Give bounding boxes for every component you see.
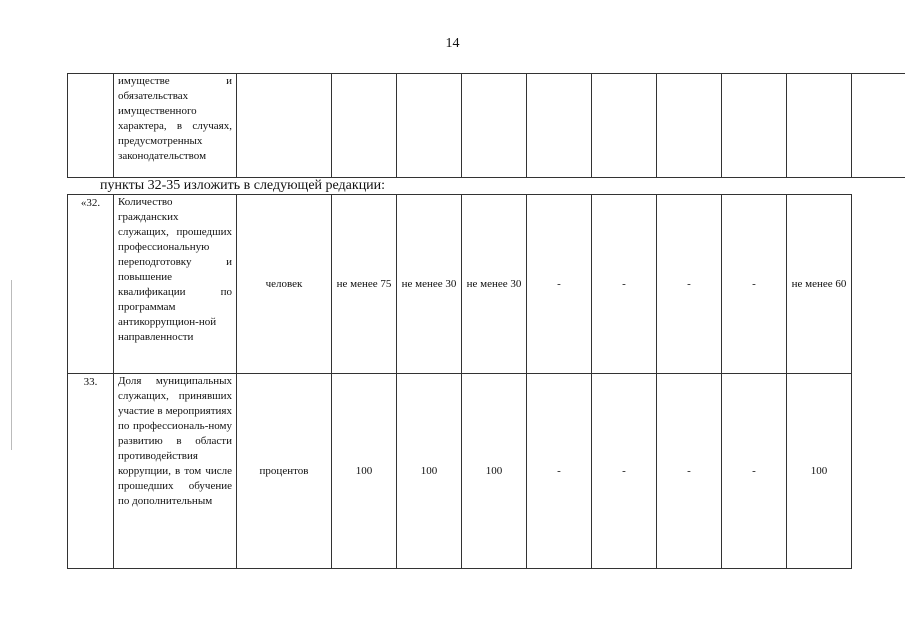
cell-value: 100 [332, 374, 397, 569]
cell-value: не менее 60 [787, 195, 852, 374]
cell-num: «32. [68, 195, 114, 374]
cell-unit: человек [237, 195, 332, 374]
cell-value [397, 74, 462, 178]
cell-unit [237, 74, 332, 178]
cell-value: - [657, 195, 722, 374]
cell-value: - [722, 374, 787, 569]
scan-margin-line [11, 280, 12, 450]
cell-value: не менее 30 [462, 195, 527, 374]
cell-value [332, 74, 397, 178]
cell-value [592, 74, 657, 178]
cell-desc: Доля муниципальных служащих, принявших участие в мероприятиях по профессиональ-ному развитию в области противодействия коррупции, в том числе прошедших обучение по дополнительным [114, 374, 237, 569]
cell-value: не менее 30 [397, 195, 462, 374]
table-row [68, 374, 905, 569]
cell-value: - [527, 374, 592, 569]
cell-desc: Количество гражданских служащих, прошедших профессиональную переподготовку и повышение квалификации по программам антикоррупцион-ной направленности [114, 195, 237, 374]
cell-value: 100 [397, 374, 462, 569]
cell-value [657, 74, 722, 178]
cell-value [787, 74, 852, 178]
cell-value: - [527, 195, 592, 374]
cell-value: - [657, 374, 722, 569]
table-row [68, 74, 905, 178]
cell-value [852, 74, 905, 178]
cell-value [462, 74, 527, 178]
cell-value: - [722, 195, 787, 374]
indicators-table [67, 194, 905, 569]
cell-unit: процентов [237, 374, 332, 569]
page-number: 14 [445, 36, 460, 51]
cell-value [722, 74, 787, 178]
cell-value: - [592, 195, 657, 374]
cell-desc: имуществе и обязательствах имущественного характера, в случаях, предусмотренных законодательством [114, 74, 237, 178]
cell-value [527, 74, 592, 178]
table-row [68, 195, 905, 374]
cell-num: 33. [68, 374, 114, 569]
table-continued [67, 73, 905, 178]
cell-value: 100 [462, 374, 527, 569]
cell-value: - [592, 374, 657, 569]
cell-value: не менее 75 [332, 195, 397, 374]
section-caption: пункты 32-35 изложить в следующей редакции: [100, 178, 386, 193]
cell-num [68, 74, 114, 178]
cell-value: 100 [787, 374, 852, 569]
